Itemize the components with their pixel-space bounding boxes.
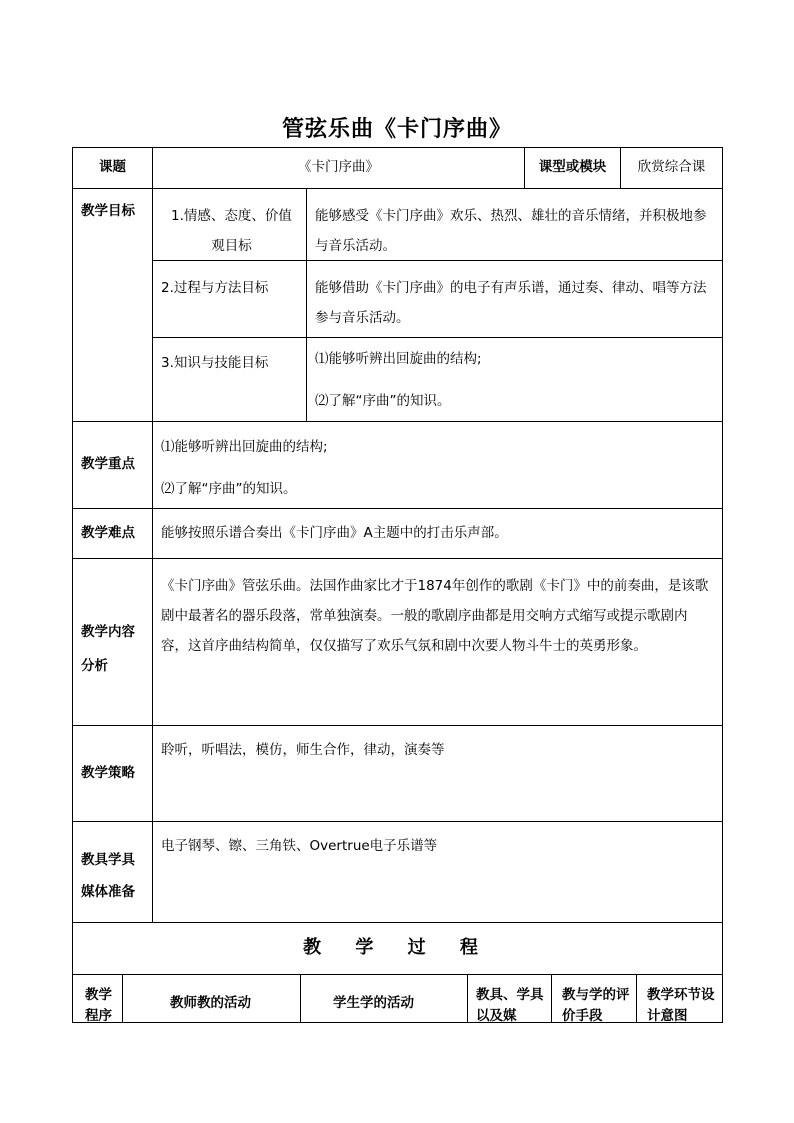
- goal-text-emotion: 能够感受《卡门序曲》欢乐、热烈、雄壮的音乐情绪，并积极地参与音乐活动。: [307, 189, 723, 261]
- focus-line-1: ⑴能够听辨出回旋曲的结构;: [161, 439, 328, 455]
- goal-text-knowledge: [307, 338, 723, 422]
- strategy-label: 教学策略: [73, 726, 153, 822]
- analysis-text: 《卡门序曲》管弦乐曲。法国作曲家比才于1874年创作的歌剧《卡门》中的前奏曲，是该歌剧中最著名的器乐段落，常单独演奏。一般的歌剧序曲都是用交响方式缩写或提示歌剧内容，这首序曲结构简单，仅仅描写了欢乐气氛和剧中次要人物斗牛士的英勇形象。: [153, 559, 723, 726]
- knowledge-line-2: ⑵了解“序曲”的知识。: [315, 393, 451, 409]
- lesson-type-label: 课型或模块: [525, 148, 621, 189]
- focus-content: [153, 422, 723, 509]
- goal-text-process: 能够借助《卡门序曲》的电子有声乐谱，通过奏、律动、唱等方法参与音乐活动。: [307, 261, 723, 338]
- analysis-label: 教学内容分析: [73, 559, 153, 726]
- process-title: 教 学 过 程: [73, 923, 723, 975]
- header-teacher: 教师教的活动: [123, 975, 301, 1023]
- lesson-type-value: 欣赏综合课: [621, 148, 723, 189]
- goals-label: 教学目标: [73, 189, 153, 422]
- strategy-text: 聆听，听唱法，模仿，师生合作，律动，演奏等: [153, 726, 723, 822]
- focus-label: 教学重点: [73, 422, 153, 509]
- topic-value: 《卡门序曲》: [153, 148, 525, 189]
- knowledge-line-1: ⑴能够听辨出回旋曲的结构;: [315, 351, 482, 367]
- lesson-plan-table: [72, 147, 723, 1023]
- media-label: 教具学具媒体准备: [73, 822, 153, 923]
- topic-label: 课题: [73, 148, 153, 189]
- header-design-intent: 教学环节设计意图: [637, 975, 723, 1023]
- goal-name-emotion: 1.情感、态度、价值观目标: [153, 189, 307, 261]
- header-evaluation: 教与学的评价手段: [552, 975, 637, 1023]
- header-tools: 教具、学具以及媒: [468, 975, 552, 1023]
- goal-name-knowledge: 3.知识与技能目标: [153, 338, 307, 422]
- difficulty-label: 教学难点: [73, 509, 153, 559]
- difficulty-text: 能够按照乐谱合奏出《卡门序曲》A主题中的打击乐声部。: [153, 509, 723, 559]
- header-procedure: 教学程序: [73, 975, 123, 1023]
- media-text: 电子钢琴、镲、三角铁、Overtrue电子乐谱等: [153, 822, 723, 923]
- header-student: 学生学的活动: [301, 975, 468, 1023]
- goal-name-process: 2.过程与方法目标: [153, 261, 307, 338]
- focus-line-2: ⑵了解“序曲”的知识。: [161, 481, 297, 497]
- document-title: 管弦乐曲《卡门序曲》: [281, 117, 512, 142]
